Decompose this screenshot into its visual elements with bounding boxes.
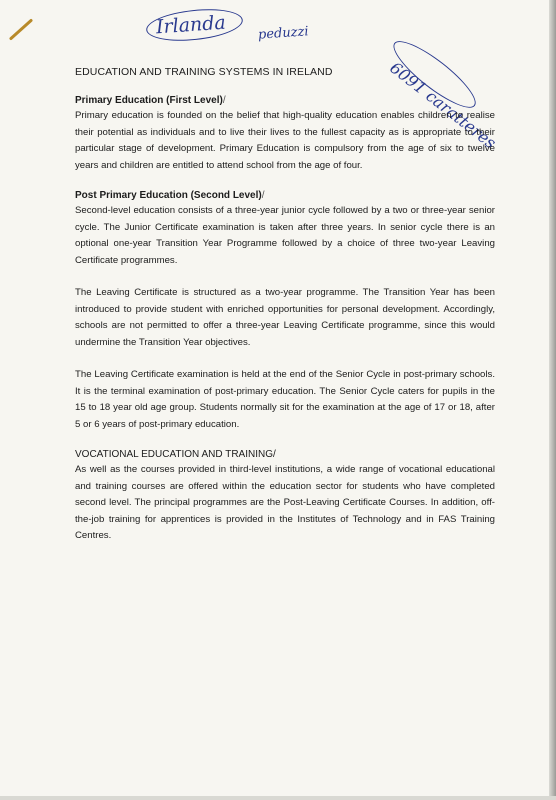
paragraph: As well as the courses provided in third-level institutions, a wide range of vocational educational and training courses are offered within the education sector for students who have completed second level. The principal programmes are the Post-Leaving Certificate Courses. In addition, off-the-job training for apprentices is provided in the Institutes of Technology and in FAS Training Centres.	[75, 464, 495, 541]
paragraph: Second-level education consists of a three-year junior cycle followed by a two or three-year senior cycle. The Junior Certificate examination is taken after three years. In senior cycle there is an optional one-year Transition Year Programme followed by a choice of three two-year Leaving Certificate programmes.	[75, 205, 495, 266]
section-heading-text: VOCATIONAL EDUCATION AND TRAINING	[75, 449, 273, 460]
section-heading-post-primary	[75, 190, 495, 201]
page-bottom-edge	[0, 796, 556, 800]
pen-tick-mark: /	[261, 190, 265, 201]
handwritten-note-character-count: 6091 caratteres	[386, 58, 500, 153]
pen-mark	[9, 18, 33, 40]
section-heading-text: Primary Education (First Level)	[75, 95, 223, 106]
handwritten-note-small: peduzzi	[257, 24, 310, 43]
section-heading-primary	[75, 95, 495, 106]
page-edge-shadow	[549, 0, 556, 800]
document-title: EDUCATION AND TRAINING SYSTEMS IN IRELAND	[75, 66, 333, 78]
paragraph: Primary education is founded on the belief that high-quality education enables children to realise their potential as individuals and to live their lives to the fullest capacity as is appropriate to their particular stage of development. Primary Education is compulsory from the age of six to twelve years and children are entitled to attend school from the age of four.	[75, 110, 495, 171]
pen-tick-mark: /	[273, 449, 276, 460]
section-heading-text: Post Primary Education (Second Level)	[75, 190, 262, 201]
document-body	[75, 66, 495, 561]
paragraph: The Leaving Certificate examination is held at the end of the Senior Cycle in post-primary schools. It is the terminal examination of post-primary education. The Senior Cycle caters for pupils in the 15 to 18 year old age group. Students normally sit for the examination at the age of 17 or 18, after 5 or 6 years of post-primary education.	[75, 369, 495, 430]
paragraph: The Leaving Certificate is structured as a two-year programme. The Transition Year has been introduced to provide student with enriched opportunities for personal development. Accordingly, schools are not permitted to offer a three-year Leaving Certificate programme, since this would undermine the Transition Year objectives.	[75, 287, 495, 348]
pen-tick-mark: /	[222, 95, 226, 106]
handwritten-note-country: Irlanda	[155, 11, 227, 39]
section-heading-vocational	[75, 449, 495, 460]
